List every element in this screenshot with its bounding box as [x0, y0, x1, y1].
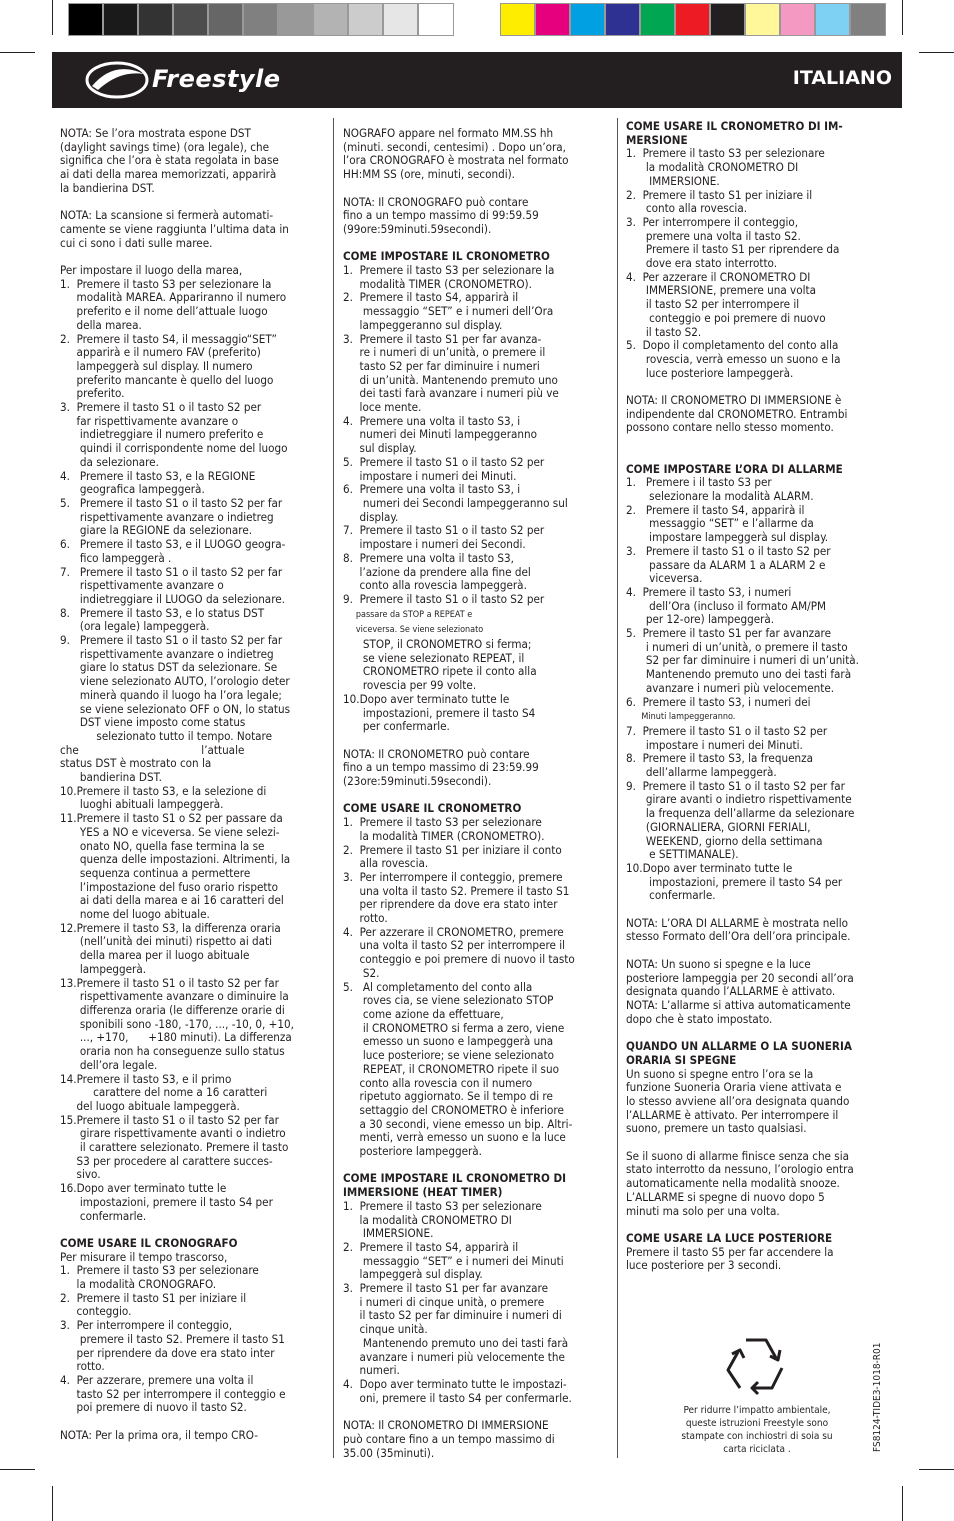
paragraph: Un suono si spegne entro l’ora se la funzione Suoneria Oraria viene attivata e lo stesso avviene all’ora designata quando l’ALLARME è attivato. Per interrompere il suono, premere un tasto qualsiasi. — [626, 1066, 850, 1136]
section-heading: COME USARE IL CRONOMETRO DI IM- MERSIONE — [626, 119, 843, 147]
paragraph: NOGRAFO appare nel formato MM.SS hh (minuti. secondi, centesimi) . Dopo un’ora, l’ora CRONOGRAFO è mostrata nel formato HH:MM SS (ore, minuti, secondi). — [343, 126, 569, 182]
process-color-bar — [500, 3, 886, 36]
eco-note-text: Per ridurre l’impatto ambientale, queste istruzioni Freestyle sono stampate con inchiostri di soia su carta riciclata . — [681, 1405, 833, 1455]
crop-mark — [52, 1486, 53, 1521]
section-heading: COME IMPOSTARE IL CRONOMETRO — [343, 249, 550, 264]
paragraph: 7. Premere il tasto S1 o il tasto S2 per impostare i numeri dei Minuti. 8. Premere il tasto S3, la frequenza dell’allarme lampeggerà. 9. Premere il tasto S1 o il tasto S2 per far girare avanti o indietro rispettivamente la frequenza dell’allarme da selezionare (GIORNALIERA, GIORNI FERIALI, WEEKEND, giorno della settimana e SETTIMANALE). 10.Dopo aver terminato tutte le impostazioni, premere il tasto S4 per confermarle. — [626, 723, 855, 903]
page-header — [52, 52, 902, 108]
crop-mark — [902, 1486, 903, 1521]
section-heading: COME USARE IL CRONOMETRO — [343, 801, 522, 816]
paragraph: 1. Premere il tasto S3 per selezionare la modalità CRONOMETRO DI IMMERSIONE. 2. Premere il tasto S1 per iniziare il conto alla rovescia. 3. Per interrompere il conteggio, premere una volta il tasto S2. Premere il tasto S1 per riprendere da dove era stato interrotto. 4. Per azzerare il CRONOMETRO DI IMMERSIONE, premere una volta il tasto S2 per interrompere il conteggio e poi premere di nuovo il tasto S2. 5. Dopo il completamento del conto alla rovescia, verrà emesso un suono e la luce posteriore lampeggerà. — [626, 146, 841, 380]
column-divider — [617, 118, 618, 1458]
small-text: viceversa. Se viene selezionato — [343, 625, 484, 636]
paragraph: 1. Premere il tasto S3 per selezionare la modalità TIMER (CRONOMETRO). 2. Premere il tasto S1 per iniziare il conto alla rovescia. 3. Per interrompere il conteggio, premere una volta il tasto S2. Premere il tasto S1 per riprendere da dove era stato inter rotto. 4. Per azzerare il CRONOMETRO, premere una volta il tasto S2 per interrompere il conteggio e poi premere di nuovo il tasto S2. 5. Al completamento del conto alla roves cia, se viene selezionato STOP come azione da effettuare, il CRONOMETRO si ferma a zero, viene emesso un suono e lampeggerà una luce posteriore; se viene selezionato REPEAT, il CRONOMETRO ripete il suo conto alla rovescia con il numero ripetuto aggiornato. Se il tempo di re settaggio del CRONOMETRO è inferiore a 30 secondi, viene emesso un bip. Altri- menti, verrà emesso un suono e la luce posteriore lampeggerà. — [343, 815, 575, 1159]
grayscale-color-bar — [68, 3, 454, 36]
crop-mark — [902, 0, 903, 35]
brand-name: Freestyle — [152, 65, 281, 93]
paragraph: NOTA: Il CRONOMETRO DI IMMERSIONE è indipendente dal CRONOMETRO. Entrambi possono contare nello stesso momento. — [626, 393, 848, 435]
column-1 — [60, 127, 328, 1443]
language-title: ITALIANO — [792, 67, 892, 89]
paragraph: 1. Premere il tasto S3 per selezionare la modalità TIMER (CRONOMETRO). 2. Premere il tasto S4, apparirà il messaggio “SET” e i numeri dell’Ora lampeggeranno sul display. 3. Premere il tasto S1 per far avanza- re i numeri di un’unità, o premere il tasto S2 per far diminuire i numeri di un’unità. Mantenendo premuto uno dei tasti farà avanzare i numeri più ve loce mente. 4. Premere una volta il tasto S3, i numeri dei Minuti lampeggeranno sul display. 5. Premere il tasto S1 o il tasto S2 per impostare i numeri dei Minuti. 6. Premere una volta il tasto S3, i numeri dei Secondi lampeggeranno sul display. 7. Premere il tasto S1 o il tasto S2 per impostare i numeri dei Secondi. 8. Premere una volta il tasto S3, l’azione da prendere alla fine del conto alla rovescia lampeggerà. 9. Premere il tasto S1 o il tasto S2 per — [343, 263, 568, 606]
column-3 — [626, 120, 896, 1273]
paragraph: NOTA: Il CRONOGRAFO può contare fino a un tempo massimo di 99:59.59 (99ore:59minuti.59secondi). — [343, 194, 539, 236]
paragraph: Premere il tasto S5 per far accendere la luce posteriore per 3 secondi. — [626, 1244, 834, 1273]
crop-mark — [0, 1469, 35, 1470]
paragraph: NOTA: La scansione si fermerà automati- camente se viene raggiunta l’ultima data in cui ci sono i dati sulle maree. — [60, 208, 289, 250]
column-divider — [333, 118, 334, 1458]
paragraph: 1. Premere i il tasto S3 per selezionare la modalità ALARM. 2. Premere il tasto S4, apparirà il messaggio “SET” e l’allarme da impostare lampeggerà sul display. 3. Premere il tasto S1 o il tasto S2 per passare da ALARM 1 a ALARM 2 e viceversa. 4. Premere il tasto S3, i numeri dell’Ora (incluso il formato AM/PM per 12-ore) lampeggerà. 5. Premere il tasto S1 per far avanzare i numeri di un’unità, o premere il tasto S2 per far diminuire i numeri di un’unità. Mantenendo premuto uno dei tasti farà avanzare i numeri più velocemente. 6. Premere il tasto S3, i numeri dei — [626, 475, 859, 709]
crop-mark — [0, 52, 35, 53]
section-heading: QUANDO UN ALLARME O LA SUONERIA ORARIA SI SPEGNE — [626, 1039, 852, 1067]
section-heading: COME IMPOSTARE IL CRONOMETRO DI IMMERSIONE (HEAT TIMER) — [343, 1171, 567, 1200]
paragraph: NOTA: Un suono si spegne e la luce posteriore lampeggia per 20 secondi all’ora designata quando l’ALLARME è attivato. NOTA: L’allarme si attiva automaticamente dopo che è stato impostato. — [626, 956, 854, 1026]
paragraph: NOTA: Se l’ora mostrata espone DST (daylight savings time) (ora legale), che significa che l’ora è stata regolata in base ai dati della marea memorizzati, apparirà la bandierina DST. — [60, 126, 279, 195]
small-text: passare da STOP a REPEAT e — [343, 609, 473, 620]
eco-note — [662, 1404, 852, 1456]
column-2 — [343, 127, 615, 1460]
section-heading: COME USARE IL CRONOGRAFO — [60, 1235, 238, 1250]
paragraph: STOP, il CRONOMETRO si ferma; se viene selezionato REPEAT, il CRONOMETRO ripete il conto alla rovescia per 99 volte. 10.Dopo aver terminato tutte le impostazioni, premere il tasto S4 per confermarle. — [343, 637, 537, 734]
paragraph: Per misurare il tempo trascorso, 1. Premere il tasto S3 per selezionare la modalità CRONOGRAFO. 2. Premere il tasto S1 per iniziare il conteggio. 3. Per interrompere il conteggio, premere il tasto S2. Premere il tasto S1 per riprendere da dove era stato inter rotto. 4. Per azzerare, premere una volta il tasto S2 per interrompere il conteggio e poi premere di nuovo il tasto S2. — [60, 1249, 286, 1415]
small-text: Minuti lampeggeranno. — [626, 712, 736, 723]
paragraph: 1. Premere il tasto S3 per selezionare la modalità CRONOMETRO DI IMMERSIONE. 2. Premere il tasto S4, apparirà il messaggio “SET” e i numeri dei Minuti lampeggerà sul display. 3. Premere il tasto S1 per far avanzare i numeri di cinque unità, o premere il tasto S2 per far diminuire i numeri di cinque unità. Mantenendo premuto uno dei tasti farà avanzare i numeri più velocemente the numeri. 4. Dopo aver terminato tutte le impostazi- oni, premere il tasto S4 per confermarle. — [343, 1198, 572, 1405]
paragraph: Se il suono di allarme finisce senza che sia stato interrotto da nessuno, l’orologio entra automaticamente nella modalità snooze. L’ALLARME si spegne di nuovo dopo 5 minuti ma solo per una volta. — [626, 1148, 854, 1218]
paragraph: NOTA: Il CRONOMETRO può contare fino a un tempo massimo di 23:59.99 (23ore:59minuti.59secondi). — [343, 746, 539, 789]
paragraph: Per impostare il luogo della marea, 1. Premere il tasto S3 per selezionare la modalità MAREA. Appariranno il numero preferito e il nome dell’attuale luogo della marea. 2. Premere il tasto S4, il messaggio“SET” apparirà e il numero FAV (preferito) lampeggerà sul display. Il numero preferito mancante è quello del luogo preferito. 3. Premere il tasto S1 o il tasto S2 per far rispettivamente avanzare o indietreggiare il numero preferito e quindi il corrispondente nome del luogo da selezionare. 4. Premere il tasto S3, e la REGIONE geografica lampeggerà. 5. Premere il tasto S1 o il tasto S2 per far rispettivamente avanzare o indietreg giare la REGIONE da selezionare. 6. Premere il tasto S3, e il LUOGO geogra- fico lampeggerà . 7. Premere il tasto S1 o il tasto S2 per far rispettivamente avanzare o indietreggiare il LUOGO da selezionare. 8. Premere il tasto S3, e lo status DST (ora legale) lampeggerà. 9. Premere il tasto S1 o il tasto S2 per far rispettivamente avanzare o indietreg giare lo status DST da selezionare. Se viene selezionato AUTO, l’orologio deter minerà quando il luogo ha l’ora legale; se viene selezionato OFF o ON, lo status DST viene imposto come status selezionato tutto il tempo. Notare che l’attuale status DST è mostrato con la bandierina DST. 10.Premere il tasto S3, e la selezione di luoghi abituali lampeggerà. 11.Premere il tasto S1 o S2 per passare da YES a NO e viceversa. Se viene selezi- onato NO, quella fase termina la se quenza delle impostazioni. Altrimenti, la sequenza continua a permettere l’impostazione del fuso orario rispetto ai dati della marea e ai 16 caratteri del nome del luogo abituale. 12.Premere il tasto S3, la differenza oraria (nell’unità dei minuti) rispetto ai dati della marea per il luogo abituale lampeggerà. 13.Premere il tasto S1 o il tasto S2 per far rispettivamente avanzare o diminuire la differenza oraria (le differenze orarie di sponibili sono -180, -170, ..., -10, 0, +10, ..., +170, +180 minuti). La differenza oraria non ha conseguenze sullo status dell’ora legale. 14.Premere il tasto S3, e il primo carattere del nome a 16 caratteri del luogo abituale lampeggerà. 15.Premere il tasto S1 o il tasto S2 per far girare rispettivamente avanti o indietro il carattere selezionato. Premere il tasto S3 per procedere al carattere succes- sivo. 16.Dopo aver terminato tutte le impostazioni, premere il tasto S4 per confermarle. — [60, 263, 294, 1223]
crop-mark — [52, 0, 53, 35]
section-heading: COME USARE LA LUCE POSTERIORE — [626, 1230, 833, 1245]
paragraph: NOTA: Il CRONOMETRO DI IMMERSIONE può contare fino a un tempo massimo di 35.00 (35minuti). — [343, 1418, 555, 1460]
paragraph: NOTA: Per la prima ora, il tempo CRO- — [60, 1427, 258, 1442]
crop-mark — [919, 1469, 954, 1470]
section-heading: COME IMPOSTARE L’ORA DI ALLARME — [626, 461, 843, 476]
recycle-icon — [716, 1332, 796, 1402]
paragraph: NOTA: L’ORA DI ALLARME è mostrata nello stesso Formato dell’Ora dell’ora principale. — [626, 915, 851, 944]
document-code: FS8124-TIDE3-1018-R01 — [872, 1342, 883, 1452]
crop-mark — [919, 52, 954, 53]
